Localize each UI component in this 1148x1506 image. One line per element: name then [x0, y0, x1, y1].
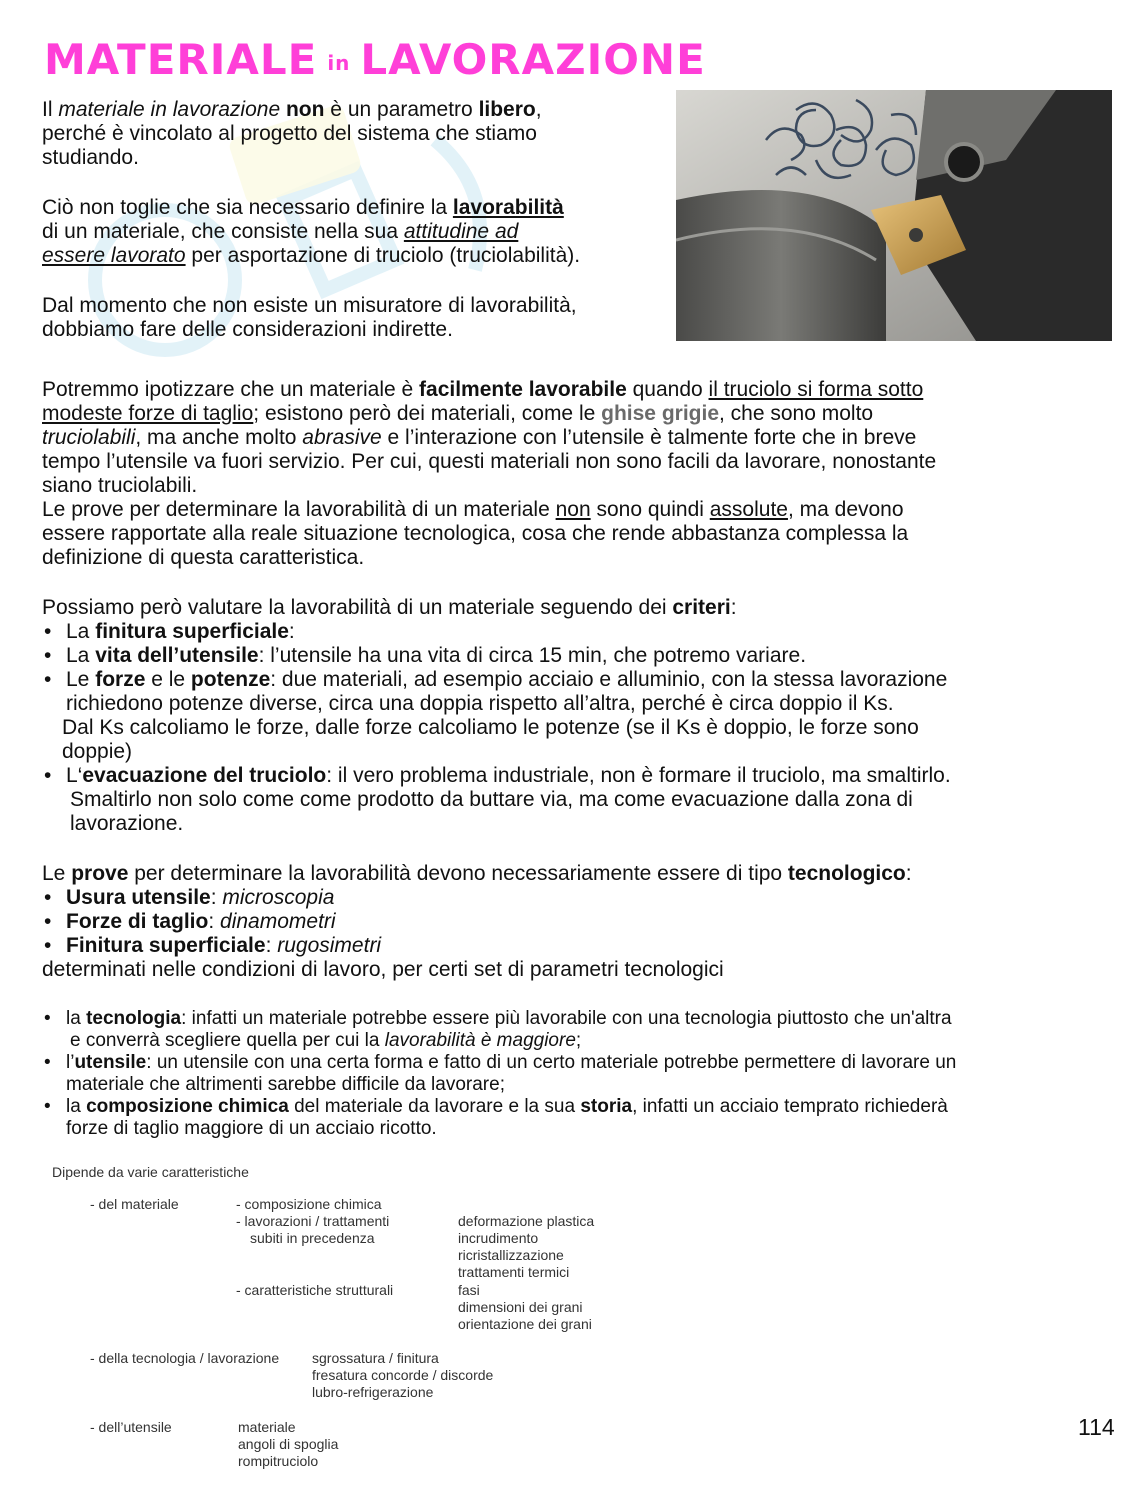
- dependencies-table: [52, 1164, 612, 1474]
- struct-item: orientazione dei grani: [458, 1316, 592, 1332]
- tests-list: [42, 886, 1122, 958]
- tech-item: sgrossatura / finitura: [312, 1350, 439, 1366]
- tests-section: [42, 862, 1122, 982]
- page-title: [44, 30, 706, 93]
- tech-item: fresatura concorde / discorde: [312, 1367, 494, 1383]
- intro-paragraph-1: Il materiale in lavorazione non è un parametro libero, perché è vincolato al progetto del sistema che stiamo studiando.: [42, 98, 542, 169]
- category-tool: - dell’utensile: [90, 1419, 172, 1435]
- criteria-intro: Possiamo però valutare la lavorabilità di un materiale seguendo dei criteri:: [42, 596, 737, 619]
- tests-conclusion: determinati nelle condizioni di lavoro, per certi set di parametri tecnologici: [42, 958, 724, 981]
- intro-paragraph-3: Dal momento che non esiste un misuratore di lavorabilità, dobbiamo fare delle considerazioni indirette.: [42, 294, 577, 341]
- struct-item: fasi: [458, 1282, 480, 1298]
- list-item: • Usura utensile: microscopia: [42, 886, 1122, 910]
- proc-item: trattamenti termici: [458, 1264, 570, 1280]
- list-item: • La vita dell’utensile: l’utensile ha una vita di circa 15 min, che potremo variare.: [42, 644, 1122, 668]
- material-proc-1: - lavorazioni / trattamenti: [236, 1213, 390, 1229]
- lavorabilita-term: lavorabilità: [452, 196, 564, 219]
- list-item: • la tecnologia: infatti un materiale potrebbe essere più lavorabile con una tecnologia piuttosto che un'altra e converrà scegliere quella per cui la lavorabilità è maggiore;: [42, 1008, 1122, 1052]
- criteria-list: [42, 620, 1122, 836]
- criteria-section: [42, 596, 1122, 836]
- category-tech: - della tecnologia / lavorazione: [90, 1350, 280, 1366]
- material-proc-2: subiti in precedenza: [250, 1230, 375, 1246]
- material-struct: - caratteristiche strutturali: [236, 1282, 394, 1298]
- paragraph-lavorabile: Potremmo ipotizzare che un materiale è facilmente lavorabile quando il truciolo si forma sotto modeste forze di taglio; esistono però dei materiali, come le ghise grigie, che sono molto truciolabili, ma anche molto abrasive e l’interazione con l’utensile è talmente forte che in breve tempo l’utensile va fuori servizio. Per cui, questi materiali non sono facili da lavorare, nonostante siano truciolabili.: [42, 378, 937, 497]
- tool-item: rompitruciolo: [238, 1453, 319, 1469]
- turning-tool-image: [676, 90, 1112, 341]
- category-material: - del materiale: [90, 1196, 179, 1212]
- title-word-3: LAVORAZIONE: [360, 35, 706, 84]
- paragraph-prove: Le prove per determinare la lavorabilità di un materiale non sono quindi assolute, ma devono essere rapportate alla reale situazione tecnologica, cosa che rende abbastanza complessa la definizione di questa caratteristica.: [42, 498, 909, 569]
- list-item: • L‘evacuazione del truciolo: il vero problema industriale, non è formare il truciolo, ma smaltirlo. Smaltirlo non solo come come prodotto da buttare via, ma come evacuazione dalla zona di lavorazione.: [42, 764, 1122, 836]
- material-chem: - composizione chimica: [236, 1196, 382, 1212]
- tool-item: angoli di spoglia: [238, 1436, 339, 1452]
- proc-item: ricristallizzazione: [458, 1247, 564, 1263]
- list-item: • Forze di taglio: dinamometri: [42, 910, 1122, 934]
- list-item: • l’utensile: un utensile con una certa forma e fatto di un certo materiale potrebbe permettere di lavorare un materiale che altrimenti sarebbe difficile da lavorare;: [42, 1052, 1122, 1096]
- proc-item: deformazione plastica: [458, 1213, 595, 1229]
- table-heading: Dipende da varie caratteristiche: [52, 1164, 249, 1180]
- page-number: 114: [1078, 1414, 1115, 1440]
- list-item: • Finitura superficiale: rugosimetri: [42, 934, 1122, 958]
- tests-intro: Le prove per determinare la lavorabilità devono necessariamente essere di tipo tecnologico:: [42, 862, 912, 885]
- notes-list: [42, 1008, 1122, 1140]
- proc-item: incrudimento: [458, 1230, 539, 1246]
- list-item: • la composizione chimica del materiale da lavorare e la sua storia, infatti un acciaio temprato richiederà forze di taglio maggiore di un acciaio ricotto.: [42, 1096, 1122, 1140]
- title-word-1: MATERIALE: [44, 35, 318, 84]
- turning-tool-photo: [676, 90, 1112, 341]
- ghise-grigie-term: ghise grigie: [601, 402, 719, 425]
- title-word-2: in: [327, 50, 351, 75]
- list-item: • La finitura superficiale:: [42, 620, 1122, 644]
- tech-item: lubro-refrigerazione: [312, 1384, 434, 1400]
- intro-paragraph-2: Ciò non toglie che sia necessario definire la lavorabilità di un materiale, che consiste nella sua attitudine ad essere lavorato per asportazione di truciolo (truciolabilità).: [42, 196, 581, 267]
- list-item: • Le forze e le potenze: due materiali, ad esempio acciaio e alluminio, con la stessa lavorazione richiedono potenze diverse, circa una doppia rispetto all’altra, perché è circa doppio il Ks. Dal Ks calcoliamo le forze, dalle forze calcoliamo le potenze (se il Ks è doppio, le forze sono doppie): [42, 668, 1122, 764]
- tool-item: materiale: [238, 1419, 296, 1435]
- struct-item: dimensioni dei grani: [458, 1299, 583, 1315]
